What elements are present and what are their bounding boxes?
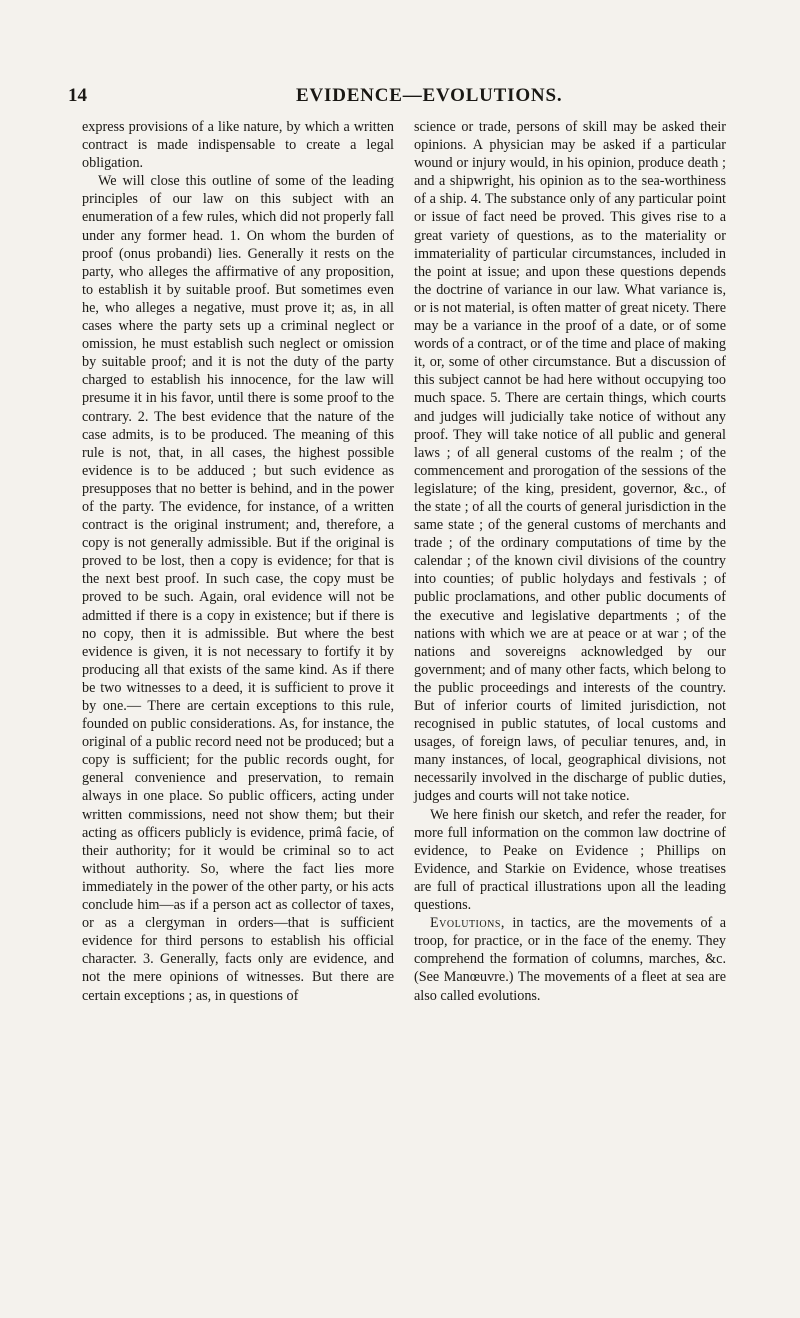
paragraph-evidence-rules-continued: science or trade, persons of skill may be asked their opinions. A physician may be asked if a particular wound or injury would, in his opinion, produce death ; and a shipwright, his opinion as to the sea-worthiness of a ship. 4. The substance only of any particular point or issue of fact need be proved. This gives rise to a great variety of questions, as to the materiality or immateriality of particular circumstances, included in the point at issue; and upon these questions depends the doctrine of variance in our law. What variance is, or is not material, is often matter of great nicety. There may be a variance in the proof of a date, or of some words of a contract, or of the time and place of making it, or, some of other circumstance. But a discussion of this subject cannot be had here without occupying too much space. 5. There are certain things, which courts and judges will judicially take notice of without any proof. They will take notice of all public and general laws ; of all general customs of the realm ; of the commencement and prorogation of the sessions of the legislature; of the king, president, governor, &c., of the state ; of all the courts of general jurisdiction in the same state ; of the general customs of merchants and trade ; of the ordinary computations of time by the calendar ; of the known civil divisions of the country into counties; of public holydays and festivals ; of public proclamations, and other public documents of the executive and legislative departments ; of the nations with which we are at peace or at war ; of the nations and sovereigns acknowledged by our government; and of many other facts, which belong to the public proceedings and interests of the country. But of inferior courts of limited jurisdiction, not recognised in public statutes, of local customs and usages, of foreign laws, of peculiar tenures, and, in many instances, of local, geographical divisions, not necessarily involved in the discharge of public duties, judges and courts will not take notice. [414,119,727,805]
paragraph-contract-continuation: express provisions of a like nature, by which a written contract is made indispensable to create a legal obligation. [82,119,394,172]
running-head: EVIDENCE—EVOLUTIONS. [296,85,563,106]
page-number: 14 [68,85,87,106]
paragraph-sketch-conclusion: We here finish our sketch, and refer the reader, for more full information on the common law doctrine of evidence, to Peake on Evidence ; Phillips on Evidence, and Starkie on Evidence, whose treatises are full of practical illustrations upon all the leading questions. [414,806,726,914]
entry-definition: in tactics, are the movements of a troop, for practice, or in the face of the enemy. They comprehend the formation of columns, marches, &c. (See Manœuvre.) The movements of a fleet at sea are also called evolutions. [414,915,726,1004]
entry-headword: Evolutions, [430,915,505,932]
right-column [414,118,726,1005]
paragraph-evidence-rules: We will close this outline of some of the leading principles of our law on this subject with an enumeration of a few rules, which did not properly fall under any former head. 1. On whom the burden of proof (onus probandi) lies. Generally it rests on the party, who alleges the affirmative of any proposition, to establish it by suitable proof. But sometimes even he, who alleges a negative, must prove it; as, in all cases where the party sets up a criminal neglect or omission, he must establish such neglect or omission by suitable proof; and it is not the duty of the party charged to establish his innocence, for the law will presume it in his favor, until there is some proof to the contrary. 2. The best evidence that the nature of the case admits, is to be produced. The meaning of this rule is not, that, in all cases, the highest possible evidence is to be adduced ; but such evidence as presupposes that no better is behind, and in the power of the party. The evidence, for instance, of a written contract is the original instrument; and, therefore, a copy is not generally admissible. But if the original is proved to be lost, then a copy is evidence; for that is the next best proof. In such case, the copy must be proved to be such. Again, oral evidence will not be admitted if there is a copy in existence; but if there is no copy, then it is admissible. But where the best evidence is given, it is not necessary to fortify it by producing all that exists of the same kind. As if there be two witnesses to a deed, it is sufficient to prove it by one.— There are certain exceptions to this rule, founded on public considerations. As, for instance, the original of a public record need not be produced; but a copy is sufficient; for the public records ought, for general convenience and preservation, to remain always in one place. So public officers, acting under written commissions, need not show them; but their acting as officers publicly is evidence, primâ facie, of their authority; for it would be criminal so to act without authority. So, where the fact lies more immediately in the power of the other party, or his acts conclude him—as if a person act as collector of taxes, or as a clergyman in orders—that is sufficient evidence for third persons to establish his official character. 3. Generally, facts only are evidence, and not the mere opinions of witnesses. But there are certain exceptions ; as, in questions of [82,173,394,1004]
entry-evolutions [414,914,726,1004]
left-column [82,118,394,1005]
